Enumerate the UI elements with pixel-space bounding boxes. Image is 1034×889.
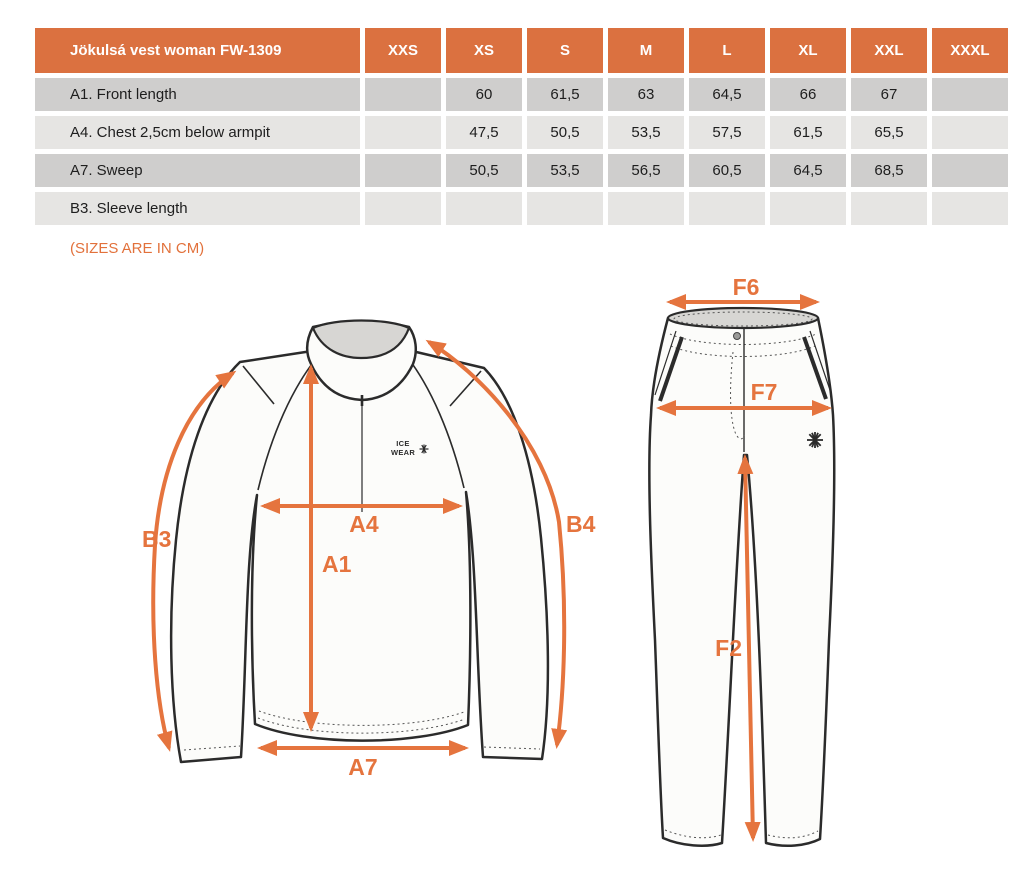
shirt-body-outline — [171, 351, 548, 762]
f6-label: F6 — [732, 274, 760, 300]
value-cell: 68,5 — [851, 154, 927, 187]
pants-outline — [649, 318, 834, 846]
value-cell — [365, 154, 441, 187]
zipper-pull — [361, 395, 364, 406]
size-header-l: L — [689, 28, 765, 73]
value-cell: 64,5 — [689, 78, 765, 111]
value-cell — [932, 116, 1008, 149]
value-cell — [365, 192, 441, 225]
row-label-sweep: A7. Sweep — [35, 154, 360, 187]
value-cell: 60,5 — [689, 154, 765, 187]
b4-label: B4 — [566, 511, 596, 537]
value-cell: 50,5 — [527, 116, 603, 149]
product-header-cell: Jökulsá vest woman FW-1309 — [35, 28, 360, 73]
value-cell — [689, 192, 765, 225]
f2-label: F2 — [715, 635, 742, 661]
value-cell: 50,5 — [446, 154, 522, 187]
snowflake-icon — [807, 432, 823, 448]
value-cell — [770, 192, 846, 225]
value-cell — [608, 192, 684, 225]
value-cell — [932, 192, 1008, 225]
size-header-xl: XL — [770, 28, 846, 73]
value-cell — [851, 192, 927, 225]
value-cell: 63 — [608, 78, 684, 111]
size-header-xs: XS — [446, 28, 522, 73]
row-label-sleeve-length: B3. Sleeve length — [35, 192, 360, 225]
value-cell: 60 — [446, 78, 522, 111]
waist-opening — [668, 308, 818, 328]
value-cell — [932, 78, 1008, 111]
value-cell — [932, 154, 1008, 187]
size-header-xxs: XXS — [365, 28, 441, 73]
value-cell: 64,5 — [770, 154, 846, 187]
size-header-s: S — [527, 28, 603, 73]
row-label-front-length: A1. Front length — [35, 78, 360, 111]
value-cell — [527, 192, 603, 225]
measurement-diagrams — [0, 270, 1034, 889]
value-cell: 66 — [770, 78, 846, 111]
size-header-xxxl: XXXL — [932, 28, 1008, 73]
value-cell: 53,5 — [608, 116, 684, 149]
value-cell — [365, 78, 441, 111]
a4-label: A4 — [349, 511, 379, 537]
value-cell: 47,5 — [446, 116, 522, 149]
value-cell: 56,5 — [608, 154, 684, 187]
b3-label: B3 — [142, 526, 172, 552]
sizes-unit-note: (SIZES ARE IN CM) — [70, 240, 205, 257]
row-label-chest: A4. Chest 2,5cm below armpit — [35, 116, 360, 149]
value-cell: 65,5 — [851, 116, 927, 149]
size-header-m: M — [608, 28, 684, 73]
icewear-logo-text: ICE — [396, 439, 410, 448]
waist-button — [734, 333, 741, 340]
size-header-xxl: XXL — [851, 28, 927, 73]
pants-diagram — [649, 274, 834, 846]
value-cell: 53,5 — [527, 154, 603, 187]
value-cell: 61,5 — [527, 78, 603, 111]
value-cell: 61,5 — [770, 116, 846, 149]
value-cell — [365, 116, 441, 149]
shirt-diagram — [142, 321, 596, 781]
value-cell — [446, 192, 522, 225]
value-cell: 67 — [851, 78, 927, 111]
a7-label: A7 — [348, 754, 378, 780]
a1-label: A1 — [322, 551, 352, 577]
f7-label: F7 — [750, 379, 778, 405]
size-chart-table — [35, 28, 1008, 225]
icewear-logo-text: WEAR — [390, 448, 416, 457]
value-cell: 57,5 — [689, 116, 765, 149]
